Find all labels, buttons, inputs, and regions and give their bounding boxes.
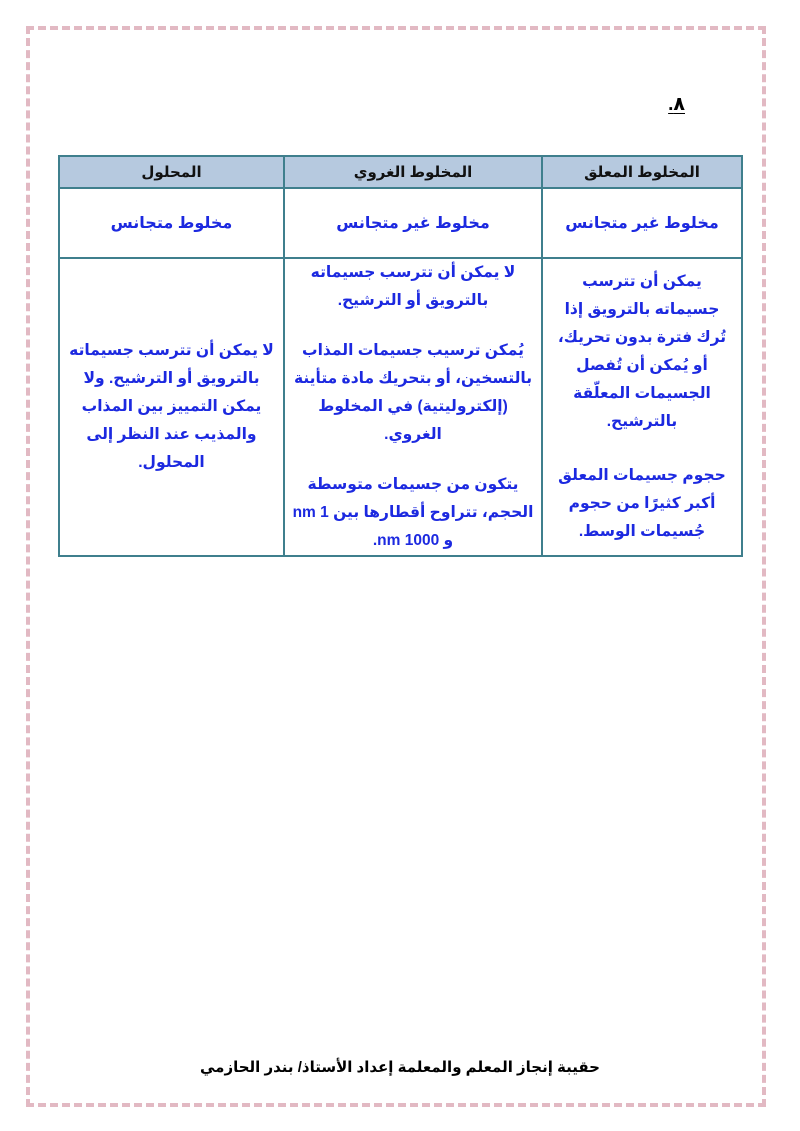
colloid-settling-text: لا يمكن أن تترسب جسيماته بالترويق أو الترشيح. xyxy=(310,264,516,309)
solution-description xyxy=(59,258,284,556)
suspension-description xyxy=(542,258,742,556)
colloid-coagulation-text: يُمكن ترسيب جسيمات المذاب بالتسخين، أو بتحريك مادة متأينة (إلكتروليتية) في المخلوط الغروي. xyxy=(293,342,533,443)
solution-type: مخلوط متجانس xyxy=(59,188,284,258)
suspension-settling-text: يمكن أن تترسب جسيماته بالترويق إذا تُرك فترة بدون تحريك، أو يُمكن أن تُفصل الجسيمات المعلّقة بالترشيح. xyxy=(557,273,727,430)
colloid-particle-size-text: يتكون من جسيمات متوسطة الحجم، تتراوح أقطارها بين 1 nm و 1000 nm. xyxy=(292,476,534,549)
item-number: ٨. xyxy=(668,94,685,115)
header-colloid: المخلوط الغروي xyxy=(284,156,542,188)
solution-text: لا يمكن أن تترسب جسيماته بالترويق أو الترشيح. ولا يمكن التمييز بين المذاب والمذيب عند النظر إلى المحلول. xyxy=(69,342,274,471)
header-suspension: المخلوط المعلق xyxy=(542,156,742,188)
colloid-description xyxy=(284,258,542,556)
header-row xyxy=(59,156,742,188)
suspension-type: مخلوط غير متجانس xyxy=(542,188,742,258)
footer-credit: حقيبة إنجاز المعلم والمعلمة إعداد الأستاذ/ بندر الحازمي xyxy=(200,1059,600,1076)
header-solution: المحلول xyxy=(59,156,284,188)
suspension-particle-size-text: حجوم جسيمات المعلق أكبر كثيرًا من حجوم جُسيمات الوسط. xyxy=(558,467,726,540)
mixtures-comparison-table xyxy=(58,155,743,557)
description-row xyxy=(59,258,742,556)
colloid-type: مخلوط غير متجانس xyxy=(284,188,542,258)
mixture-type-row xyxy=(59,188,742,258)
